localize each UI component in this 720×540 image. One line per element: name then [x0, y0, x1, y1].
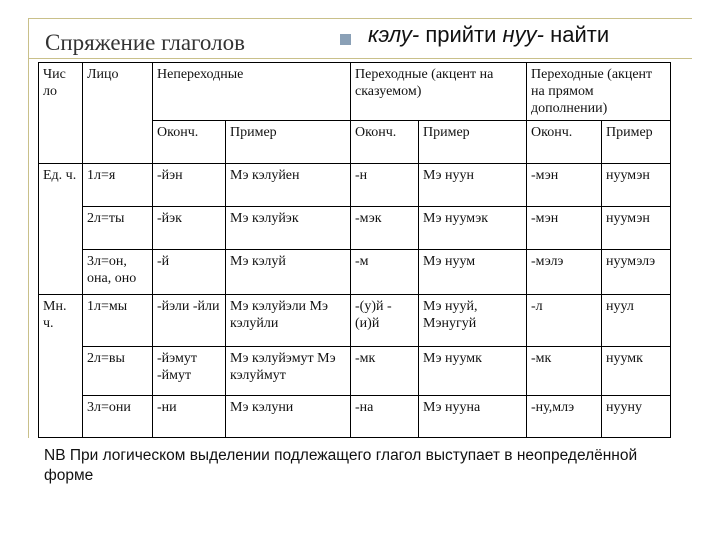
example-cell: Мэ нуун	[419, 164, 527, 207]
ending-cell: -йэли -йли	[153, 295, 226, 347]
example-cell: Мэ кэлуйен	[226, 164, 351, 207]
ending-cell: -мк	[527, 347, 602, 396]
example-cell: Мэ нууна	[419, 396, 527, 438]
header-example: Пример	[226, 121, 351, 164]
example-cell: нуумк	[602, 347, 671, 396]
header-example: Пример	[602, 121, 671, 164]
page-title: Спряжение глаголов	[45, 30, 245, 55]
verbs-subtitle	[368, 22, 609, 48]
ending-cell: -йэн	[153, 164, 226, 207]
person-cell: 3л=они	[83, 396, 153, 438]
example-cell: Мэ нуум	[419, 250, 527, 295]
example-cell: Мэ кэлуйэмут Мэ кэлуймут	[226, 347, 351, 396]
ending-cell: -йэк	[153, 207, 226, 250]
frame-title-rule	[28, 58, 692, 59]
verb-nuu: нуу-	[502, 22, 544, 47]
example-cell: Мэ кэлуйэли Мэ кэлуйли	[226, 295, 351, 347]
person-cell: 2л=ты	[83, 207, 153, 250]
header-example: Пример	[419, 121, 527, 164]
header-person: Лицо	[83, 63, 153, 164]
frame-left-line	[28, 18, 29, 438]
ending-cell: -н	[351, 164, 419, 207]
ending-cell: -м	[351, 250, 419, 295]
ending-cell: -ну,млэ	[527, 396, 602, 438]
example-cell: Мэ кэлуйэк	[226, 207, 351, 250]
header-number: Чис ло	[39, 63, 83, 164]
table-row	[39, 295, 671, 347]
table-row	[39, 164, 671, 207]
ending-cell: -мэлэ	[527, 250, 602, 295]
header-intransitive: Непереходные	[153, 63, 351, 121]
frame-top-line	[28, 18, 692, 19]
example-cell: нуумэн	[602, 164, 671, 207]
header-ending: Оконч.	[351, 121, 419, 164]
verb-kelu: кэлу-	[368, 22, 420, 47]
number-plural: Мн. ч.	[39, 295, 83, 438]
person-cell: 3л=он, она, оно	[83, 250, 153, 295]
number-singular: Ед. ч.	[39, 164, 83, 295]
person-cell: 1л=я	[83, 164, 153, 207]
header-row-1	[39, 63, 671, 121]
example-cell: нуумэн	[602, 207, 671, 250]
example-cell: Мэ кэлуй	[226, 250, 351, 295]
bullet-square-icon	[340, 34, 351, 45]
header-ending: Оконч.	[153, 121, 226, 164]
header-transitive-predicate: Переходные (акцент на сказуемом)	[351, 63, 527, 121]
example-cell: нуул	[602, 295, 671, 347]
table-row	[39, 250, 671, 295]
ending-cell: -(у)й -(и)й	[351, 295, 419, 347]
example-cell: нуумэлэ	[602, 250, 671, 295]
table-row	[39, 347, 671, 396]
ending-cell: -на	[351, 396, 419, 438]
person-cell: 1л=мы	[83, 295, 153, 347]
ending-cell: -мк	[351, 347, 419, 396]
ending-cell: -л	[527, 295, 602, 347]
table-row	[39, 396, 671, 438]
ending-cell: -мэн	[527, 207, 602, 250]
ending-cell: -й	[153, 250, 226, 295]
example-cell: Мэ нуумэк	[419, 207, 527, 250]
gloss-kelu: прийти	[419, 22, 503, 47]
person-cell: 2л=вы	[83, 347, 153, 396]
example-cell: Мэ нууй, Мэнугуй	[419, 295, 527, 347]
footnote: NB При логическом выделении подлежащего глагол выступает в неопределённой форме	[44, 447, 638, 484]
ending-cell: -мэк	[351, 207, 419, 250]
header-ending: Оконч.	[527, 121, 602, 164]
header-transitive-object: Переходные (акцент на прямом дополнении)	[527, 63, 671, 121]
ending-cell: -йэмут -ймут	[153, 347, 226, 396]
gloss-nuu: найти	[543, 22, 610, 47]
example-cell: нууну	[602, 396, 671, 438]
table-row	[39, 207, 671, 250]
example-cell: Мэ кэлуни	[226, 396, 351, 438]
ending-cell: -мэн	[527, 164, 602, 207]
ending-cell: -ни	[153, 396, 226, 438]
conjugation-table	[38, 62, 671, 438]
example-cell: Мэ нуумк	[419, 347, 527, 396]
